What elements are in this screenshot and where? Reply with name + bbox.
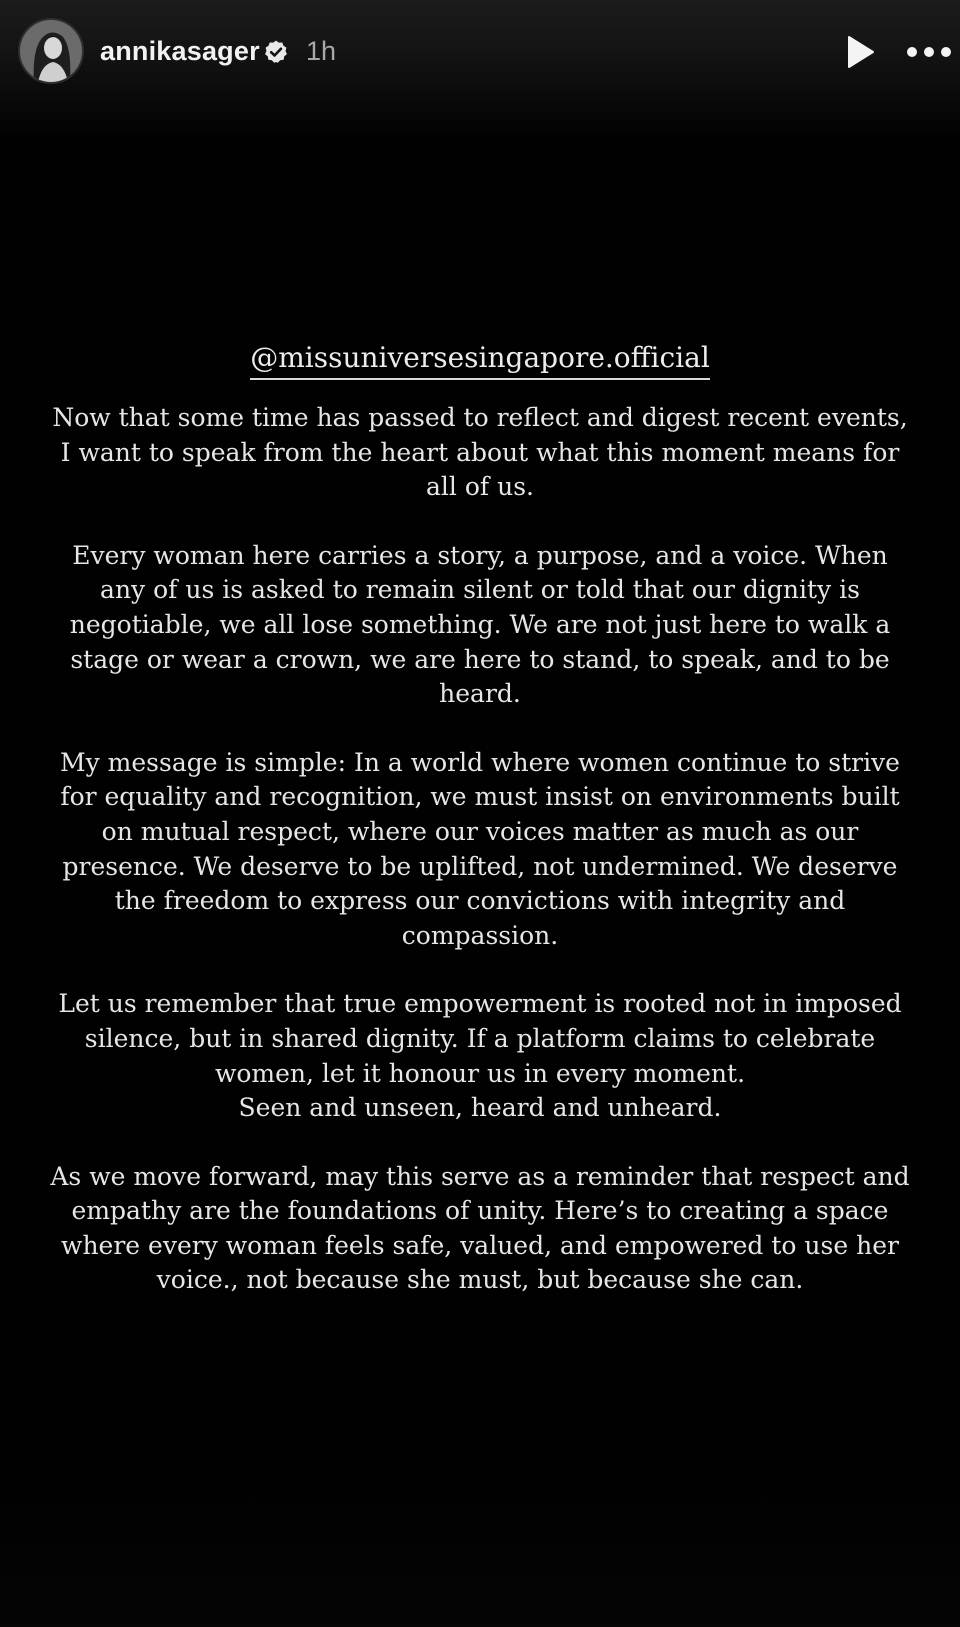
story-paragraph: As we move forward, may this serve as a reminder that respect and empathy are the foundations of unity. Here’s to creating a space where every woman feels safe, valued, and empowered to use her voice., not because she must, but because she can.: [50, 1161, 910, 1295]
story-paragraph: Every woman here carries a story, a purpose, and a voice. When any of us is asked to remain silent or told that our dignity is negotiable, we all lose something. We are not just here to walk a stage or wear a crown, we are here to stand, to speak, and to be heard.: [69, 540, 891, 709]
play-icon[interactable]: [840, 32, 880, 72]
story-header: [0, 0, 960, 110]
story-paragraph: My message is simple: In a world where women continue to strive for equality and recognition, we must insist on environments built on mutual respect, where our voices matter as much as our presence. We deserve to be uplifted, not undermined. We deserve the freedom to express our convictions with integrity and compassion.: [60, 747, 900, 950]
story-text-content: [50, 338, 910, 1332]
verified-badge-icon: [263, 39, 289, 65]
username[interactable]: annikasager: [100, 36, 260, 66]
avatar[interactable]: [18, 18, 84, 84]
post-time: 1h: [306, 36, 337, 66]
story-paragraph: Let us remember that true empowerment is rooted not in imposed silence, but in shared dignity. If a platform claims to celebrate women, let it honour us in every moment. Seen and unseen, heard and unheard.: [58, 989, 902, 1123]
avatar-image: [20, 20, 82, 82]
more-icon[interactable]: [904, 32, 954, 72]
bottom-area: [0, 1490, 960, 1627]
mention-link[interactable]: @missuniversesingapore.official: [250, 338, 710, 380]
story-paragraph: Now that some time has passed to reflect and digest recent events, I want to speak from the heart about what this moment means for all of us.: [52, 403, 908, 502]
